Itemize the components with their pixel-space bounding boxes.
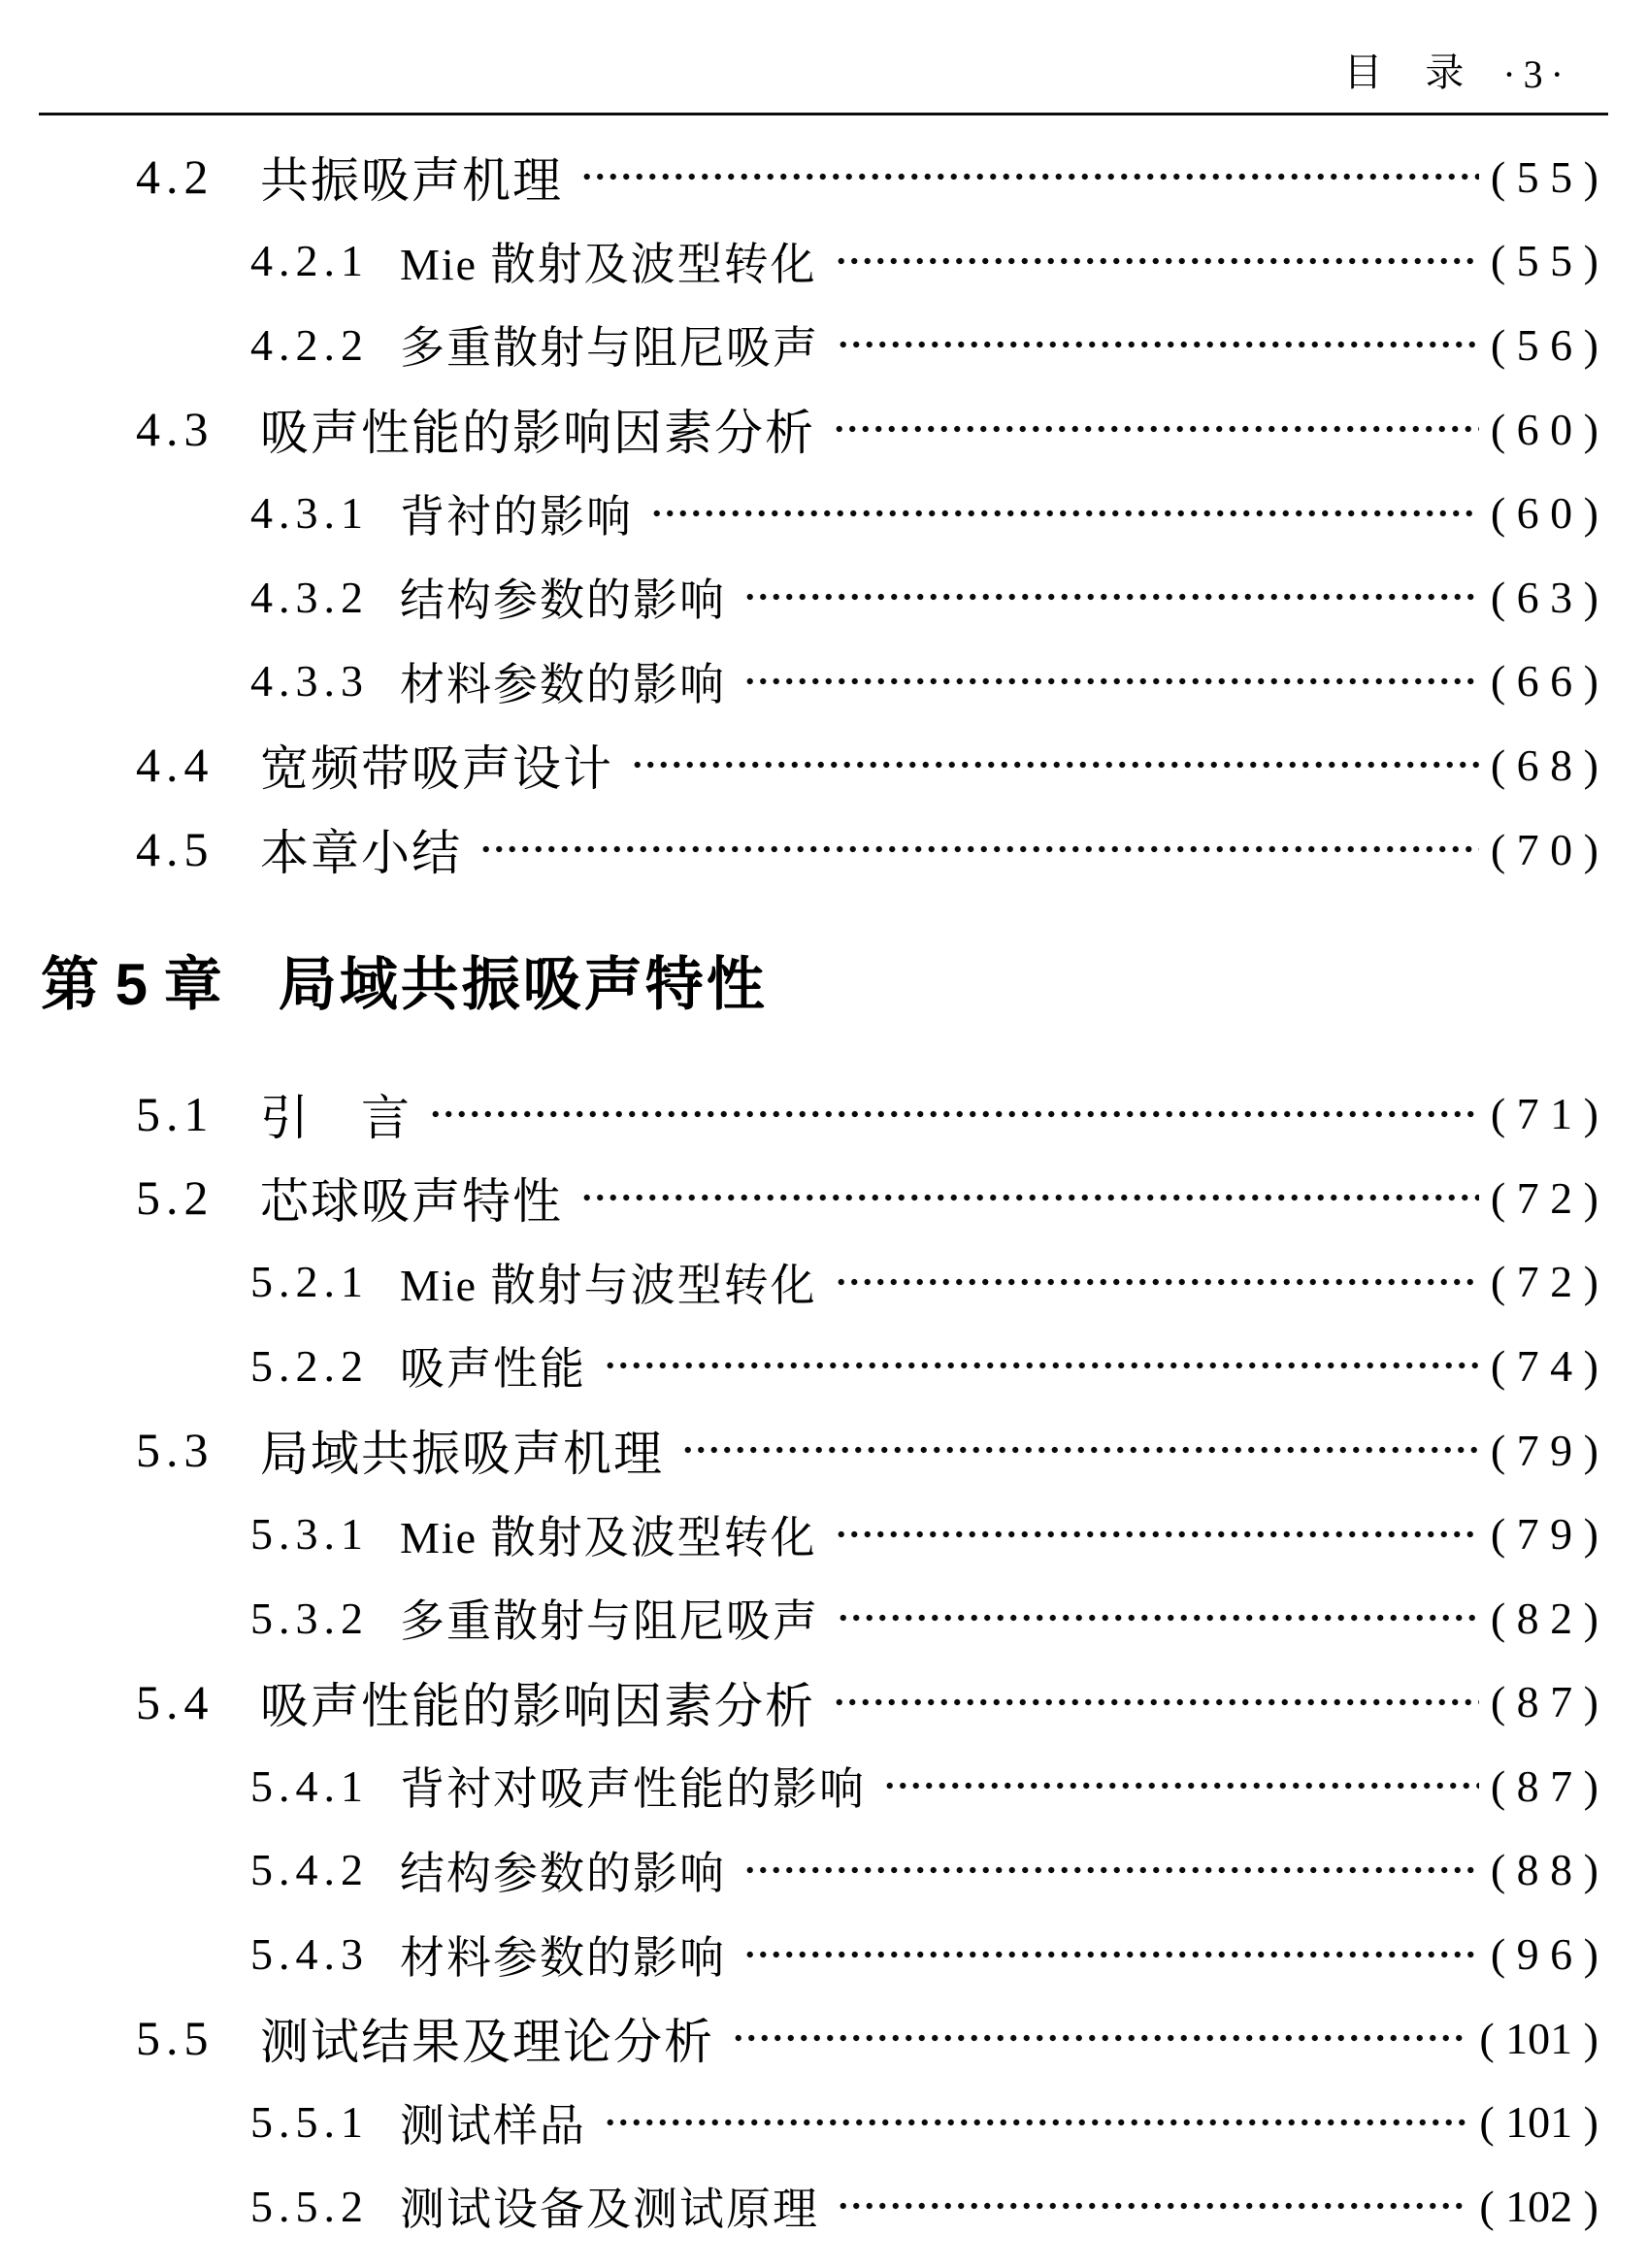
toc-entry-title: 共振吸声机理 bbox=[260, 153, 563, 209]
toc-entry-page: ( 7 0 ) bbox=[1490, 824, 1598, 874]
toc-entry-page: ( 6 6 ) bbox=[1490, 656, 1598, 707]
dot-leader bbox=[732, 2031, 1467, 2045]
toc-entry-title: 背衬对吸声性能的影响 bbox=[400, 1764, 866, 1815]
toc-entry-title: 测试样品 bbox=[400, 2100, 586, 2151]
toc-entry-page: ( 7 1 ) bbox=[1490, 1089, 1598, 1139]
toc-entry bbox=[0, 1996, 1647, 2081]
toc-entry bbox=[0, 303, 1647, 387]
toc-entry-number: 4.3 bbox=[136, 402, 214, 457]
dot-leader bbox=[580, 170, 1479, 183]
toc-entry-title: 结构参数的影响 bbox=[400, 1848, 726, 1898]
toc-entry-number: 4.3.1 bbox=[250, 488, 369, 539]
dot-leader bbox=[650, 507, 1479, 520]
toc-entry-number: 4.2 bbox=[136, 149, 214, 205]
toc-entry-page: ( 7 2 ) bbox=[1490, 1257, 1598, 1307]
toc-entry-number: 5.4 bbox=[136, 1674, 214, 1729]
dot-leader bbox=[837, 1611, 1479, 1625]
toc-entry-number: 5.4.1 bbox=[250, 1760, 369, 1811]
chapter-number: 第 5 章 bbox=[41, 952, 222, 1018]
toc-entry-page: ( 8 7 ) bbox=[1490, 1760, 1598, 1811]
toc-entry-number: 5.2.1 bbox=[250, 1257, 369, 1307]
toc-entry-page: ( 6 0 ) bbox=[1490, 488, 1598, 539]
dot-leader bbox=[604, 1359, 1479, 1372]
toc-entry-number: 4.3.3 bbox=[250, 656, 369, 707]
chapter-heading bbox=[0, 941, 1647, 1019]
dot-leader bbox=[604, 2116, 1467, 2129]
dot-leader bbox=[631, 758, 1479, 772]
dot-leader bbox=[883, 1779, 1479, 1792]
dot-leader bbox=[743, 1948, 1479, 1961]
toc-entry-title: 材料参数的影响 bbox=[400, 659, 726, 709]
toc-entry-page: ( 6 0 ) bbox=[1490, 404, 1598, 454]
toc-entry-number: 4.5 bbox=[136, 822, 214, 877]
dot-leader bbox=[681, 1443, 1479, 1457]
dot-leader bbox=[580, 1191, 1479, 1204]
running-header-title: 目 录 bbox=[1343, 50, 1466, 94]
toc-entry-page: ( 8 2 ) bbox=[1490, 1593, 1598, 1643]
toc-entry-number: 5.5.1 bbox=[250, 2097, 369, 2148]
toc-entry-page: ( 5 5 ) bbox=[1490, 151, 1598, 202]
toc-entry-title: 吸声性能的影响因素分析 bbox=[260, 1678, 815, 1733]
toc-entry-page: ( 7 9 ) bbox=[1490, 1509, 1598, 1560]
toc-entry-title: 宽频带吸声设计 bbox=[260, 741, 613, 797]
toc-entry-title: 引 言 bbox=[260, 1090, 412, 1145]
toc-entry-title: Mie 散射与波型转化 bbox=[400, 1260, 817, 1310]
dot-leader bbox=[837, 338, 1479, 351]
toc-entry bbox=[0, 1912, 1647, 1996]
toc-entry bbox=[0, 555, 1647, 640]
toc-entry-number: 4.3.2 bbox=[250, 572, 369, 622]
toc-entry-number: 5.3.1 bbox=[250, 1509, 369, 1560]
page-folio: ·3· bbox=[1502, 52, 1571, 96]
toc-entry-title: 背衬的影响 bbox=[400, 491, 633, 542]
toc-entry-number: 5.5.2 bbox=[250, 2181, 369, 2231]
toc-entry bbox=[0, 1240, 1647, 1325]
toc-entry-title: 芯球吸声特性 bbox=[260, 1174, 563, 1230]
toc-entry-number: 5.5 bbox=[136, 2011, 214, 2066]
dot-leader bbox=[837, 2199, 1467, 2213]
chapter-title: 局域共振吸声特性 bbox=[278, 952, 768, 1018]
toc-entry-number: 4.2.1 bbox=[250, 236, 369, 286]
running-header bbox=[39, 0, 1608, 115]
toc-list bbox=[0, 135, 1647, 2249]
toc-entry bbox=[0, 2080, 1647, 2164]
dot-leader bbox=[429, 1107, 1479, 1121]
toc-entry-number: 4.2.2 bbox=[250, 319, 369, 370]
toc-entry-title: 材料参数的影响 bbox=[400, 1932, 726, 1983]
toc-entry bbox=[0, 1576, 1647, 1660]
toc-entry-number: 5.3 bbox=[136, 1423, 214, 1478]
toc-entry bbox=[0, 2164, 1647, 2249]
toc-entry-title: 多重散射与阻尼吸声 bbox=[400, 1596, 819, 1647]
dot-leader bbox=[835, 254, 1479, 268]
dot-leader bbox=[479, 842, 1479, 856]
toc-entry bbox=[0, 219, 1647, 304]
toc-entry bbox=[0, 1660, 1647, 1745]
toc-entry-number: 5.2.2 bbox=[250, 1340, 369, 1391]
toc-entry-title: 结构参数的影响 bbox=[400, 575, 726, 626]
toc-entry bbox=[0, 640, 1647, 724]
toc-entry-page: ( 7 2 ) bbox=[1490, 1172, 1598, 1223]
toc-entry bbox=[0, 1744, 1647, 1828]
toc-entry-page: ( 6 8 ) bbox=[1490, 740, 1598, 790]
toc-entry-title: Mie 散射及波型转化 bbox=[400, 1512, 817, 1562]
toc-entry-number: 5.2 bbox=[136, 1170, 214, 1226]
toc-entry-number: 5.3.2 bbox=[250, 1593, 369, 1643]
toc-entry-page: ( 6 3 ) bbox=[1490, 572, 1598, 622]
dot-leader bbox=[743, 1863, 1479, 1877]
toc-entry-page: ( 8 7 ) bbox=[1490, 1677, 1598, 1727]
toc-entry-page: ( 8 8 ) bbox=[1490, 1845, 1598, 1895]
toc-entry bbox=[0, 807, 1647, 892]
dot-leader bbox=[743, 674, 1479, 688]
dot-leader bbox=[833, 1695, 1479, 1709]
toc-entry-title: 多重散射与阻尼吸声 bbox=[400, 323, 819, 374]
toc-entry bbox=[0, 723, 1647, 807]
toc-entry-title: 吸声性能 bbox=[400, 1344, 586, 1395]
toc-entry-title: 本章小结 bbox=[260, 826, 462, 881]
toc-entry-number: 5.4.3 bbox=[250, 1929, 369, 1980]
dot-leader bbox=[833, 422, 1479, 436]
toc-entry bbox=[0, 387, 1647, 472]
toc-entry-page: ( 7 4 ) bbox=[1490, 1340, 1598, 1391]
toc-entry bbox=[0, 1408, 1647, 1493]
toc-entry bbox=[0, 135, 1647, 219]
toc-entry-page: ( 7 9 ) bbox=[1490, 1425, 1598, 1475]
toc-entry bbox=[0, 1492, 1647, 1576]
toc-entry-number: 4.4 bbox=[136, 738, 214, 793]
toc-entry-number: 5.1 bbox=[136, 1086, 214, 1141]
toc-entry-page: ( 9 6 ) bbox=[1490, 1929, 1598, 1980]
toc-entry-title: Mie 散射及波型转化 bbox=[400, 239, 817, 289]
toc-entry bbox=[0, 471, 1647, 555]
toc-entry-page: ( 101 ) bbox=[1479, 2097, 1598, 2148]
dot-leader bbox=[743, 590, 1479, 604]
dot-leader bbox=[835, 1275, 1479, 1289]
toc-entry bbox=[0, 1828, 1647, 1913]
toc-entry-page: ( 101 ) bbox=[1479, 2013, 1598, 2063]
toc-entry-title: 局域共振吸声机理 bbox=[260, 1427, 664, 1482]
toc-entry-title: 测试结果及理论分析 bbox=[260, 2015, 714, 2070]
toc-entry bbox=[0, 1071, 1647, 1156]
toc-entry-page: ( 5 5 ) bbox=[1490, 236, 1598, 286]
toc-entry-page: ( 5 6 ) bbox=[1490, 319, 1598, 370]
toc-entry-number: 5.4.2 bbox=[250, 1845, 369, 1895]
toc-entry bbox=[0, 1324, 1647, 1408]
toc-entry bbox=[0, 1156, 1647, 1240]
dot-leader bbox=[835, 1528, 1479, 1541]
toc-entry-title: 吸声性能的影响因素分析 bbox=[260, 406, 815, 461]
toc-entry-title: 测试设备及测试原理 bbox=[400, 2185, 819, 2235]
toc-entry-page: ( 102 ) bbox=[1479, 2181, 1598, 2231]
